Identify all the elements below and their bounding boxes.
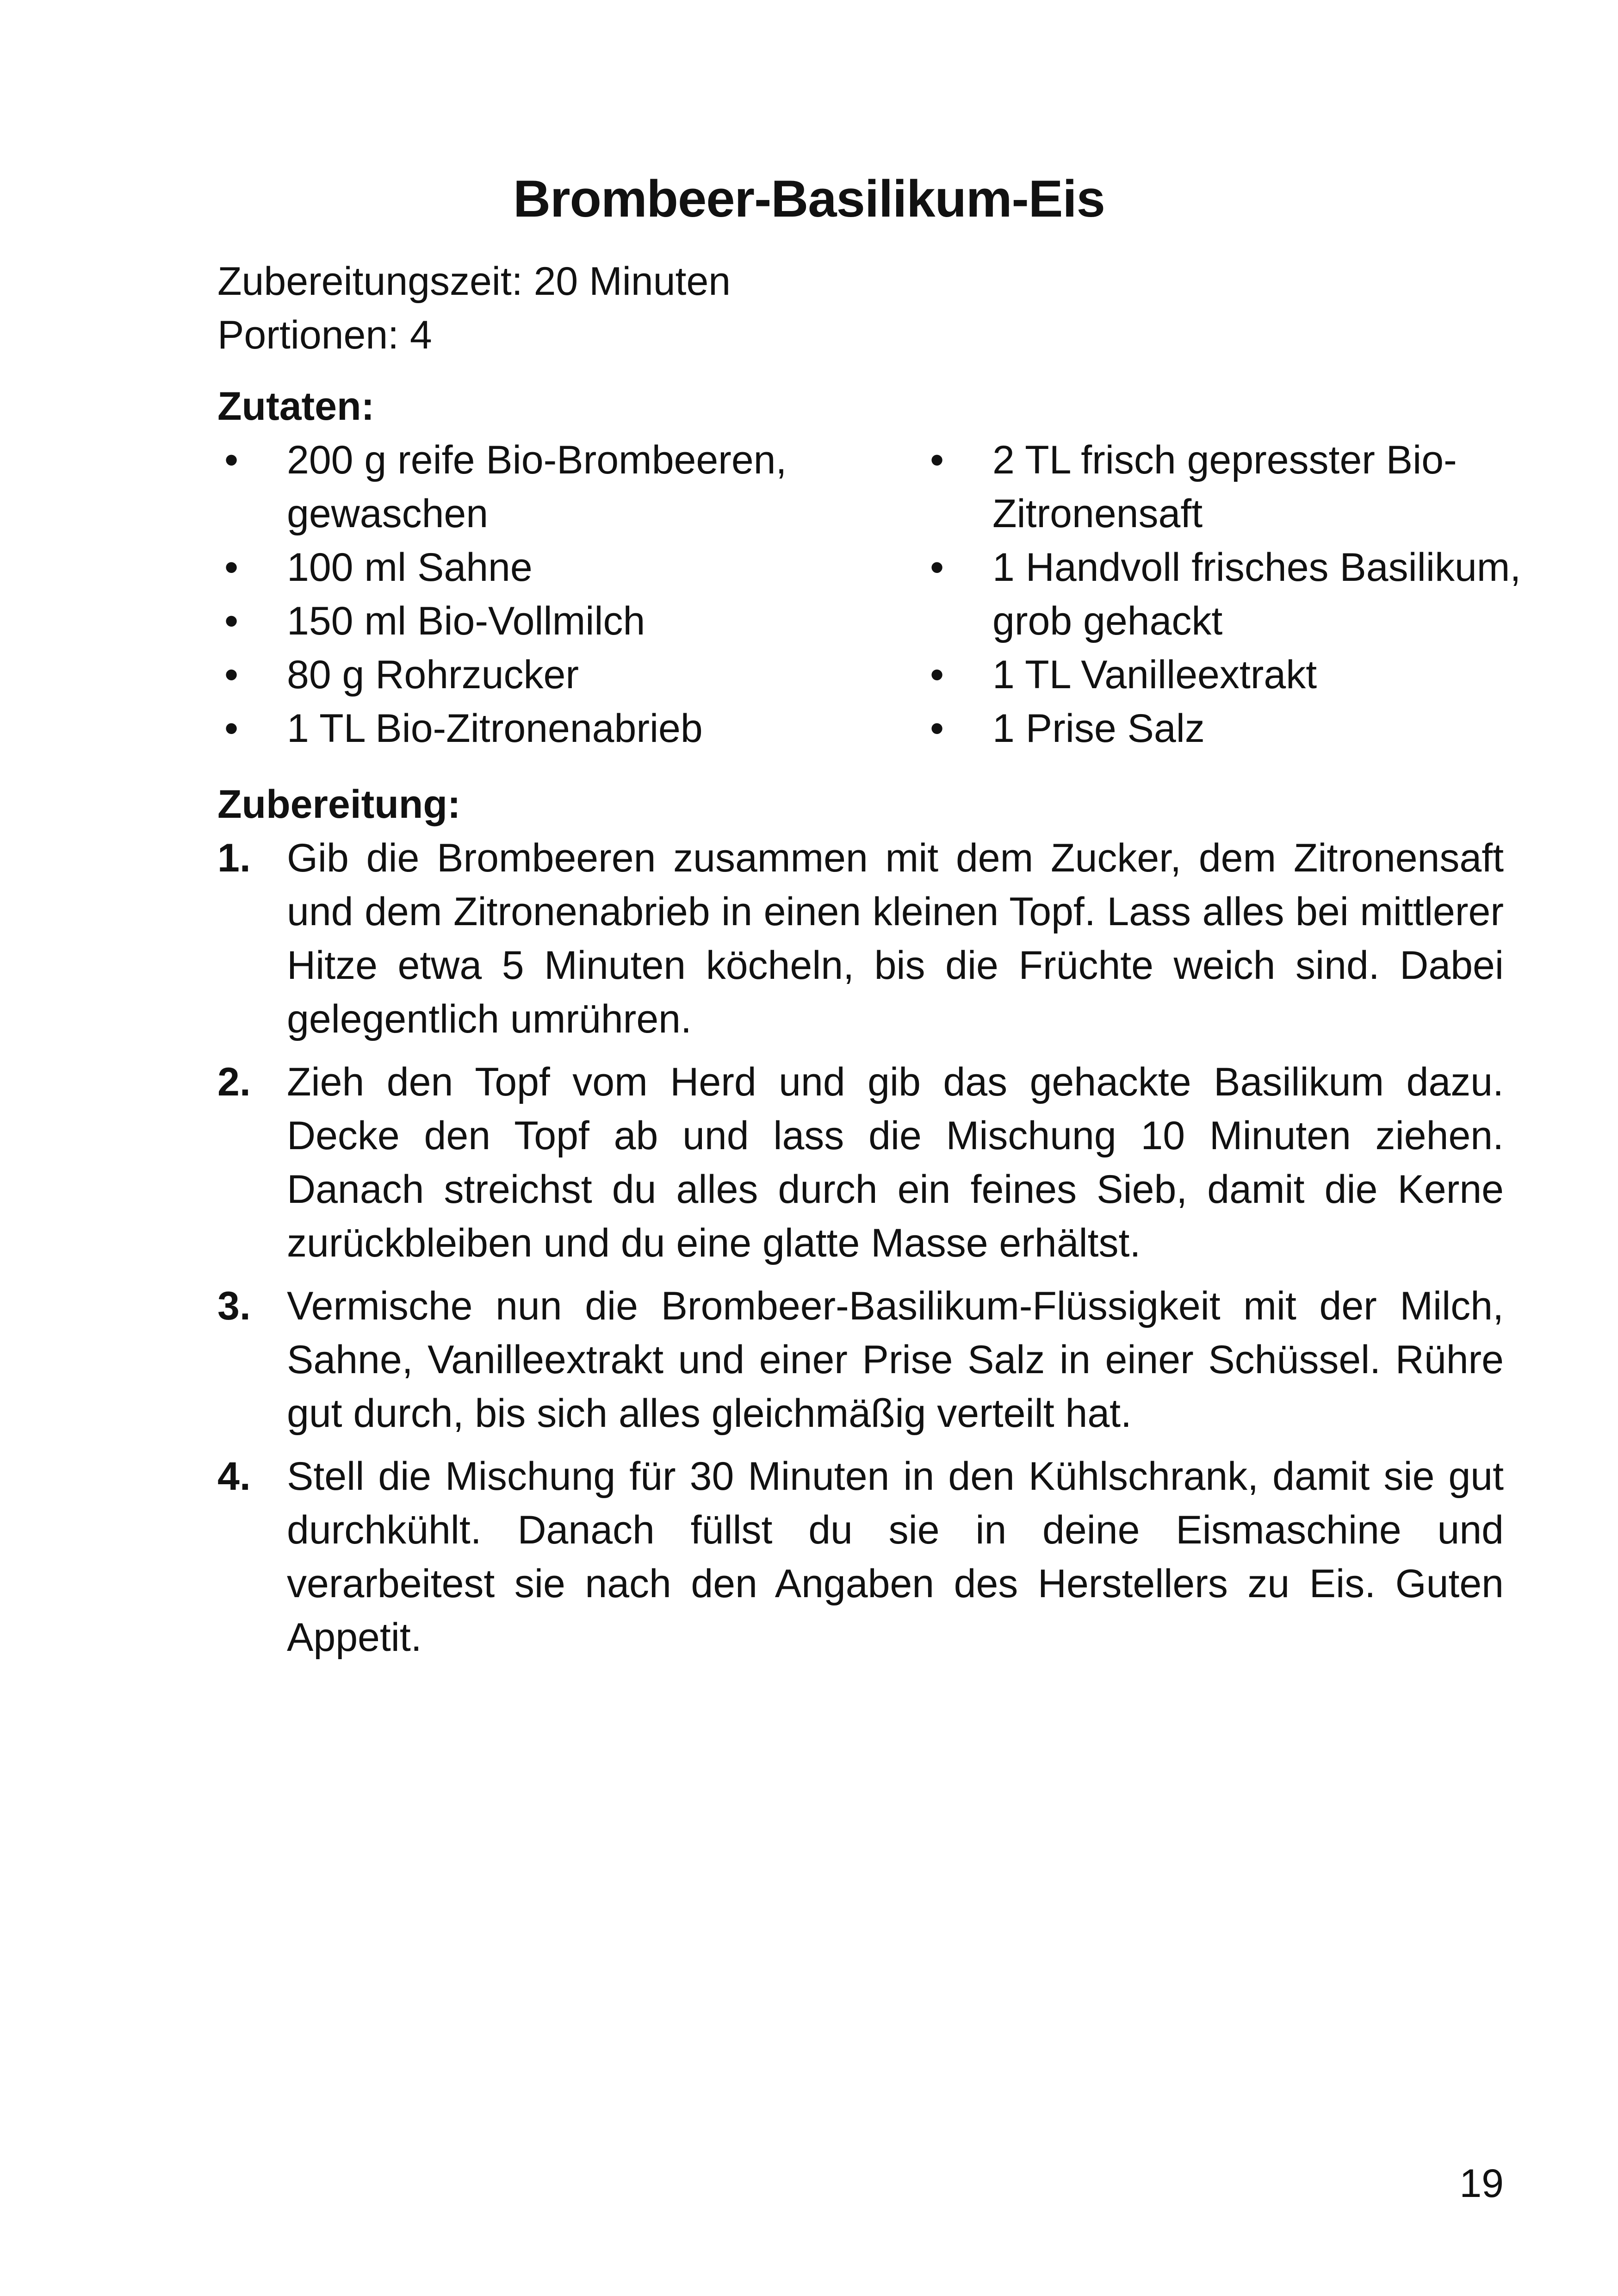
ingredient-text: 80 g Rohrzucker (287, 653, 579, 697)
ingredient-text: 1 TL Vanilleextrakt (992, 653, 1317, 697)
ingredient-item (923, 648, 1525, 702)
ingredient-item (217, 433, 865, 541)
ingredient-text: 150 ml Bio-Vollmilch (287, 599, 645, 643)
prep-time: Zubereitungszeit: 20 Minuten (217, 259, 731, 304)
ingredient-text: 100 ml Sahne (287, 545, 533, 590)
bullet-icon: • (224, 545, 239, 590)
ingredient-text: 1 TL Bio-Zitronenabrieb (287, 706, 703, 751)
step-text: Gib die Brombeeren zusammen mit dem Zucker, dem Zitronensaft und dem Zitronenabrieb in einen kleinen Topf. Lass alles bei mittlerer Hitze etwa 5 Minuten köcheln, bis die Früchte weich sind. Dabei gelegentlich umrühren. (287, 836, 1504, 1041)
bullet-icon: • (930, 653, 944, 697)
page-number: 19 (1459, 2161, 1504, 2206)
step-number: 4. (217, 1454, 251, 1499)
step-item (217, 1450, 1504, 1664)
bullet-icon: • (930, 545, 944, 590)
step-number: 2. (217, 1060, 251, 1104)
step-item (217, 1055, 1504, 1270)
ingredient-item (923, 541, 1525, 648)
bullet-icon: • (930, 438, 944, 482)
bullet-icon: • (224, 653, 239, 697)
servings: Portionen: 4 (217, 313, 432, 357)
ingredient-item (217, 648, 865, 702)
recipe-meta (217, 255, 731, 362)
step-item (217, 831, 1504, 1046)
ingredients-list-left (217, 433, 865, 755)
step-text: Stell die Mischung für 30 Minuten in den Kühlschrank, damit sie gut durchkühlt. Danach füllst du sie in deine Eismaschine und verarbeitest sie nach den Angaben des Herstellers zu Eis. Guten Appetit. (287, 1454, 1504, 1660)
ingredient-item (217, 541, 865, 594)
bullet-icon: • (224, 706, 239, 751)
ingredient-item (217, 702, 865, 755)
ingredient-text: 1 Handvoll frisches Basilikum, grob gehackt (992, 545, 1521, 643)
step-item (217, 1279, 1504, 1440)
ingredient-text: 1 Prise Salz (992, 706, 1205, 751)
recipe-title: Brombeer-Basilikum-Eis (513, 170, 1105, 228)
ingredient-text: 200 g reife Bio-Brombeeren, gewaschen (287, 438, 787, 536)
bullet-icon: • (930, 706, 944, 751)
ingredient-item (923, 702, 1525, 755)
ingredient-text: 2 TL frisch gepresster Bio-Zitronensaft (992, 438, 1457, 536)
ingredients-heading: Zutaten: (217, 384, 375, 429)
bullet-icon: • (224, 599, 239, 643)
ingredients-list-right (923, 433, 1525, 755)
step-text: Vermische nun die Brombeer-Basilikum-Flüssigkeit mit der Milch, Sahne, Vanilleextrakt und einer Prise Salz in einer Schüssel. Rühre gut durch, bis sich alles gleichmäßig verteilt hat. (287, 1284, 1504, 1436)
preparation-steps (217, 831, 1504, 1674)
ingredient-item (923, 433, 1525, 541)
ingredient-item (217, 594, 865, 648)
step-text: Zieh den Topf vom Herd und gib das gehackte Basilikum dazu. Decke den Topf ab und lass die Mischung 10 Minuten ziehen. Danach streichst du alles durch ein feines Sieb, damit die Kerne zurückbleiben und du eine glatte Masse erhältst. (287, 1060, 1504, 1265)
preparation-heading: Zubereitung: (217, 782, 461, 827)
step-number: 1. (217, 836, 251, 880)
step-number: 3. (217, 1284, 251, 1328)
bullet-icon: • (224, 438, 239, 482)
